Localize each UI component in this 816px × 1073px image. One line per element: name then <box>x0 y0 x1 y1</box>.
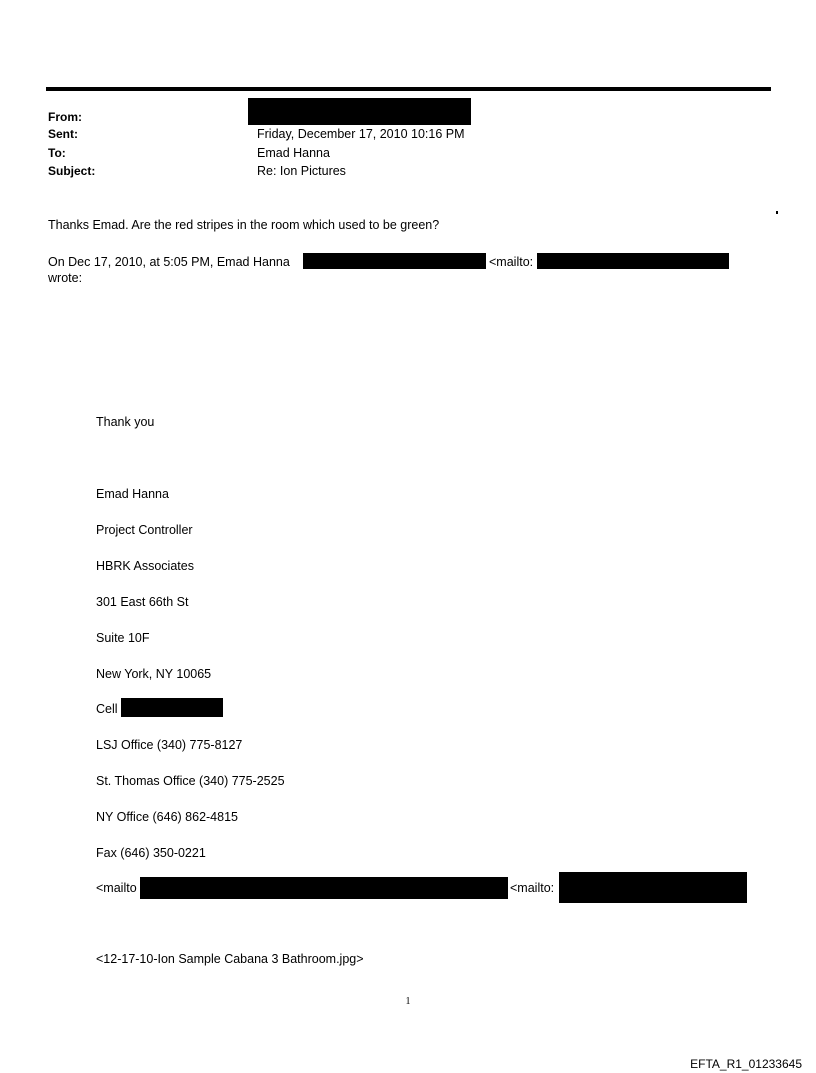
signature-mailto-1: <mailto <box>96 881 137 895</box>
document-id: EFTA_R1_01233645 <box>690 1057 802 1071</box>
signature-city: New York, NY 10065 <box>96 667 212 681</box>
subject-value: Re: Ion Pictures <box>257 164 346 178</box>
to-value: Emad Hanna <box>257 146 330 160</box>
mailto-redaction <box>537 253 729 269</box>
signature-mailto-2: <mailto: <box>510 881 555 895</box>
quote-mailto: <mailto: <box>489 255 534 269</box>
signature-title: Project Controller <box>96 523 193 537</box>
signature-lsj-office: LSJ Office (340) 775-8127 <box>96 738 243 752</box>
signature-thanks: Thank you <box>96 415 155 429</box>
email-redaction-1 <box>140 877 508 899</box>
attachment-name: <12-17-10-Ion Sample Cabana 3 Bathroom.jpg> <box>96 952 364 966</box>
signature-suite: Suite 10F <box>96 631 150 645</box>
page-number: 1 <box>405 996 411 1007</box>
to-label: To: <box>48 146 66 160</box>
subject-label: Subject: <box>48 164 96 178</box>
signature-ny-office: NY Office (646) 862-4815 <box>96 810 238 824</box>
quote-wrote: wrote: <box>48 271 83 285</box>
signature-fax: Fax (646) 350-0221 <box>96 846 206 860</box>
sent-value: Friday, December 17, 2010 10:16 PM <box>257 127 465 141</box>
signature-street: 301 East 66th St <box>96 595 189 609</box>
signature-name: Emad Hanna <box>96 487 169 501</box>
header-rule <box>46 87 771 91</box>
from-redaction <box>248 98 471 125</box>
signature-company: HBRK Associates <box>96 559 194 573</box>
from-label: From: <box>48 110 82 124</box>
sender-email-redaction <box>303 253 486 269</box>
signature-st-thomas-office: St. Thomas Office (340) 775-2525 <box>96 774 285 788</box>
message-text: Thanks Emad. Are the red stripes in the room which used to be green? <box>48 218 440 232</box>
cell-number-redaction <box>121 698 223 717</box>
signature-cell-label: Cell <box>96 702 118 716</box>
sent-label: Sent: <box>48 127 78 141</box>
quote-intro: On Dec 17, 2010, at 5:05 PM, Emad Hanna <box>48 255 290 269</box>
stray-mark <box>776 211 778 214</box>
email-redaction-2 <box>559 872 747 903</box>
